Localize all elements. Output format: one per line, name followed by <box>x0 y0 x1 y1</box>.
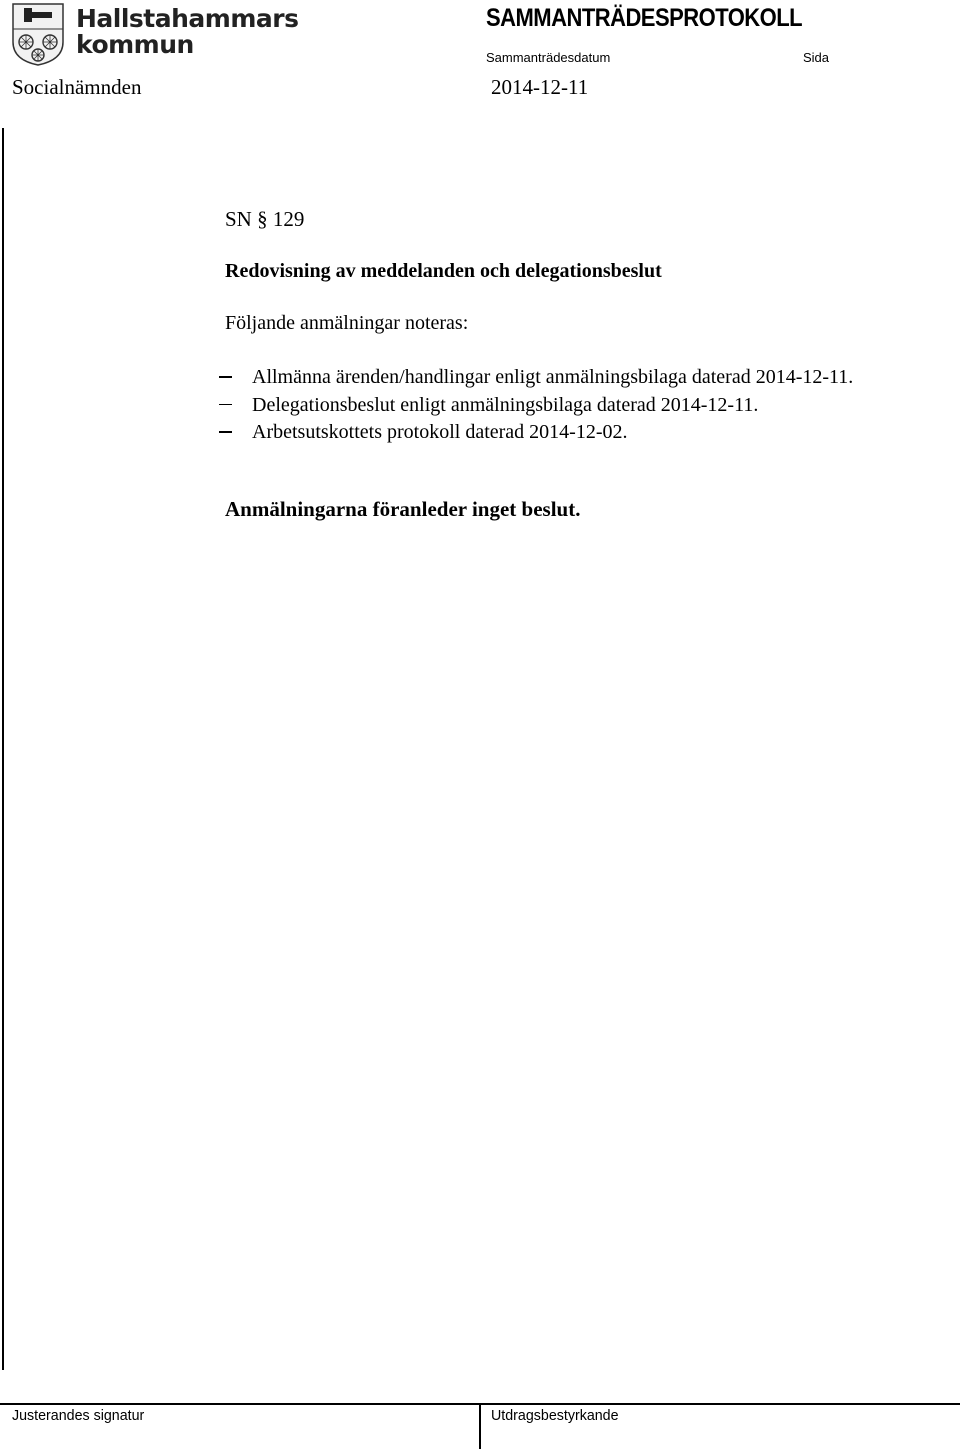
intro-text: Följande anmälningar noteras: <box>225 312 469 334</box>
left-margin-rule <box>2 128 4 1370</box>
list-item <box>219 365 853 393</box>
paragraph-number: SN § 129 <box>225 207 305 231</box>
list-item <box>219 393 853 421</box>
page-label: Sida <box>803 50 830 65</box>
committee-name: Socialnämnden <box>12 75 142 99</box>
logo-text-line2: kommun <box>76 30 194 59</box>
certification-field-label: Utdragsbestyrkande <box>491 1407 619 1424</box>
dash-bullet-icon <box>219 376 232 378</box>
notice-list <box>219 365 853 448</box>
list-item <box>219 420 853 448</box>
list-item-text: Delegationsbeslut enligt anmälningsbilaga daterad 2014-12-11. <box>252 393 759 416</box>
meeting-date-label: Sammanträdesdatum <box>486 50 611 65</box>
dash-bullet-icon <box>219 404 232 406</box>
signature-field-label: Justerandes signatur <box>12 1407 145 1424</box>
list-item-text: Allmänna ärenden/handlingar enligt anmälningsbilaga daterad 2014-12-11. <box>252 366 854 388</box>
decision-statement: Anmälningarna föranleder inget beslut. <box>225 497 581 521</box>
document-type-title: SAMMANTRÄDESPROTOKOLL <box>486 4 803 32</box>
logo-text-line1: Hallstahammars <box>76 4 299 33</box>
meeting-date-value: 2014-12-11 <box>491 75 589 99</box>
footer-divider <box>479 1403 481 1449</box>
coat-of-arms-icon <box>10 2 66 66</box>
municipality-logo <box>10 2 299 66</box>
dash-bullet-icon <box>219 431 232 433</box>
list-item-text: Arbetsutskottets protokoll daterad 2014-12-02. <box>252 421 628 443</box>
section-title: Redovisning av meddelanden och delegationsbeslut <box>225 260 662 282</box>
